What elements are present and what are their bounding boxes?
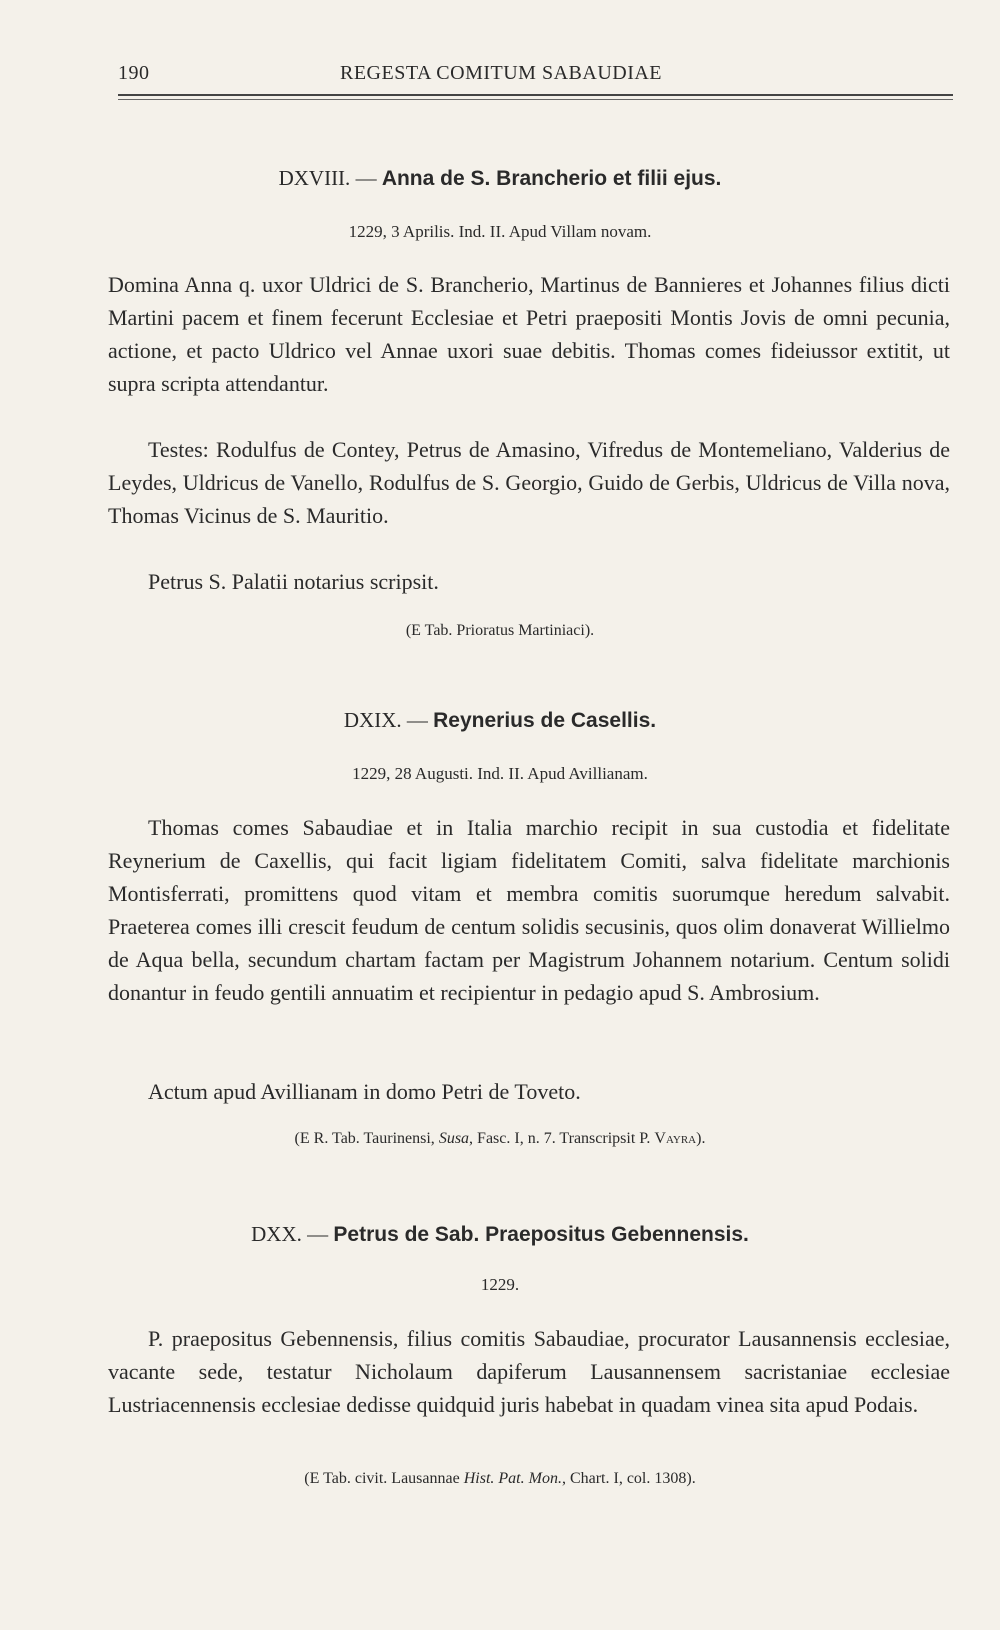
header-rule-thin bbox=[118, 99, 953, 100]
entry-dateline: 1229. bbox=[480, 1275, 520, 1294]
entry-heading: Petrus de Sab. Praepositus Gebennensis. bbox=[333, 1223, 749, 1246]
source-italic: Susa bbox=[438, 1130, 470, 1147]
source-text: ). bbox=[696, 1130, 706, 1147]
title-dash: — bbox=[355, 166, 377, 190]
entry-title bbox=[0, 1222, 1000, 1247]
entry-paragraph-actum: Actum apud Avillianam in domo Petri de Toveto. bbox=[148, 1079, 581, 1104]
entry-title bbox=[0, 708, 1000, 733]
title-dash: — bbox=[406, 708, 428, 732]
source-text: (E Tab. civit. Lausannae bbox=[304, 1470, 464, 1487]
entry-source bbox=[0, 1130, 1000, 1148]
entry-paragraph-notary: Petrus S. Palatii notarius scripsit. bbox=[148, 569, 439, 594]
source-transcriber: Vayra bbox=[654, 1130, 697, 1147]
entry-number: DXX. bbox=[251, 1222, 302, 1246]
entry-number: DXIX. bbox=[343, 708, 402, 732]
source-text: (E R. Tab. Taurinensi, bbox=[294, 1130, 439, 1147]
entry-dateline: 1229, 28 Augusti. Ind. II. Apud Avillianam. bbox=[352, 764, 648, 783]
entry-dateline: 1229, 3 Aprilis. Ind. II. Apud Villam novam. bbox=[348, 222, 652, 241]
source-italic: Hist. Pat. Mon. bbox=[463, 1470, 562, 1487]
entry-paragraph: P. praepositus Gebennensis, filius comitis Sabaudiae, procurator Lausannensis ecclesiae, vacante sede, testatur Nicholaum dapiferum Lausannensem sacristaniae ecclesiae Lustriacennensis ecclesiae dedisse quidquid juris habebat in quadam vinea sita apud Podais. bbox=[108, 1326, 950, 1417]
entry-paragraph: Thomas comes Sabaudiae et in Italia marchio recipit in sua custodia et fidelitate Reynerium de Caxellis, qui facit ligiam fidelitatem Comiti, salva fidelitate marchionis Montisferrati, promittens quod vitam et membra comitis suorumque heredum salvabit. Praeterea comes illi crescit feudum de centum solidis secusinis, quos olim donaverat Willielmo de Aqua bella, secundum chartam factam per Magistrum Johannem notarium. Centum solidi donantur in feudo gentili annuatim et recipientur in pedagio apud S. Ambrosium. bbox=[108, 815, 950, 1005]
entry-paragraph-witnesses: Testes: Rodulfus de Contey, Petrus de Amasino, Vifredus de Montemeliano, Valderius de Leydes, Uldricus de Vanello, Rodulfus de S. Georgio, Guido de Gerbis, Uldricus de Villa nova, Thomas Vicinus de S. Mauritio. bbox=[108, 437, 950, 528]
running-title: REGESTA COMITUM SABAUDIAE bbox=[340, 62, 663, 84]
source-text: , Fasc. I, n. 7. Transcripsit P. bbox=[469, 1130, 655, 1147]
entry-paragraph: Domina Anna q. uxor Uldrici de S. Brancherio, Martinus de Bannieres et Johannes filius dicti Martini pacem et finem fecerunt Ecclesiae et Petri praepositi Montis Jovis de omni pecunia, actione, et pacto Uldrico vel Annae uxori suae debitis. Thomas comes fideiussor extitit, ut supra scripta attendantur. bbox=[108, 272, 950, 396]
entry-source bbox=[0, 1470, 1000, 1488]
entry-heading: Anna de S. Brancherio et filii ejus. bbox=[381, 167, 722, 190]
entry-number: DXVIII. bbox=[278, 166, 351, 190]
running-header bbox=[118, 62, 953, 88]
entry-source: (E Tab. Prioratus Martiniaci). bbox=[405, 622, 595, 639]
page-number: 190 bbox=[118, 62, 150, 84]
header-rule-thick bbox=[118, 94, 953, 96]
source-text: , Chart. I, col. 1308). bbox=[561, 1470, 696, 1487]
entry-heading: Reynerius de Casellis. bbox=[433, 709, 657, 732]
entry-title bbox=[0, 166, 1000, 191]
title-dash: — bbox=[307, 1222, 329, 1246]
